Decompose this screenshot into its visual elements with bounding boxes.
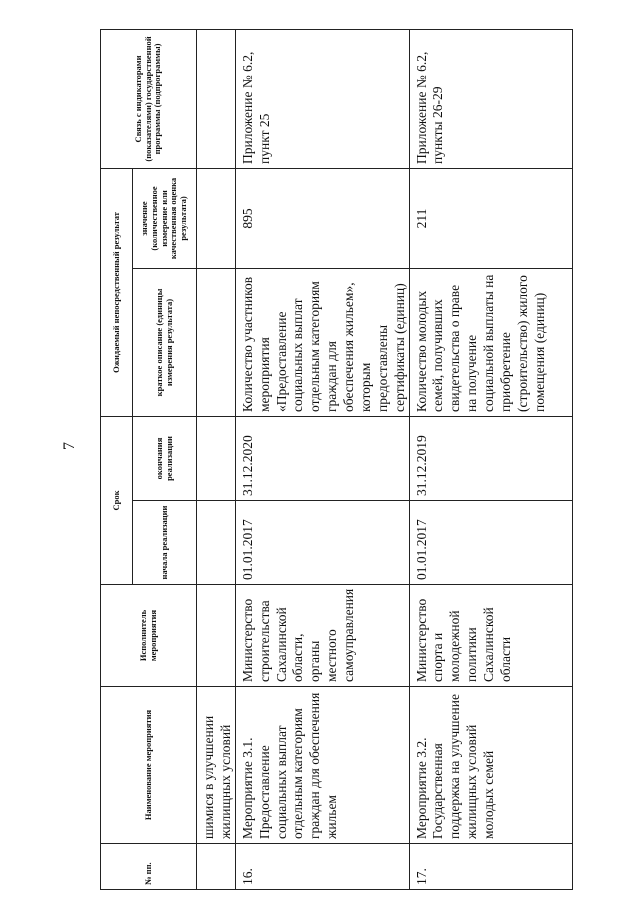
- cell-value: 211: [409, 168, 572, 268]
- header-num: № пп.: [101, 844, 197, 890]
- header-start: начала реализации: [133, 501, 197, 585]
- cell-empty: [197, 29, 236, 168]
- cell-short: Количество молодых семей, получивших свидетельства о праве на получение социальной выплаты на приобретение (строительство) жилого помещения (единиц): [409, 268, 572, 416]
- header-value: значение (количественное измерение или качественная оценка результата): [133, 168, 197, 268]
- cell-continuation-name: шимися в улучшении жилищных условий: [197, 687, 236, 844]
- cell-empty: [197, 585, 236, 687]
- cell-executor: Министерство спорта и молодежной политики Сахалинской области: [409, 585, 572, 687]
- table-row: [409, 29, 572, 889]
- events-table: [100, 29, 573, 890]
- cell-empty: [197, 501, 236, 585]
- cell-end: 31.12.2019: [409, 416, 572, 500]
- cell-empty: [197, 268, 236, 416]
- header-end: окончания реализации: [133, 416, 197, 500]
- cell-value: 895: [235, 168, 409, 268]
- header-expected: Ожидаемый непосредственный результат: [101, 168, 133, 416]
- header-row-1: [101, 29, 133, 889]
- cell-executor: Министерство строительства Сахалинской области, органы местного самоуправления: [235, 585, 409, 687]
- cell-short: Количество участников мероприятия «Предоставление социальных выплат отдельным категориям граждан для обеспечения жильем», которым предоставлены сертификаты (единиц): [235, 268, 409, 416]
- cell-name: Мероприятие 3.1. Предоставление социальных выплат отдельным категориям граждан для обеспечения жильем: [235, 687, 409, 844]
- cell-start: 01.01.2017: [235, 501, 409, 585]
- continuation-row: [197, 29, 236, 889]
- header-name: Наименование мероприятия: [101, 687, 197, 844]
- cell-start: 01.01.2017: [409, 501, 572, 585]
- cell-name: Мероприятие 3.2. Государственная поддержка на улучшение жилищных условий молодых семей: [409, 687, 572, 844]
- cell-empty: [197, 416, 236, 500]
- cell-link: Приложение № 6.2, пункт 25: [235, 29, 409, 168]
- cell-empty: [197, 844, 236, 890]
- table-row: [235, 29, 409, 889]
- cell-link: Приложение № 6.2, пункты 26-29: [409, 29, 572, 168]
- document-rotated-table: [100, 30, 555, 890]
- header-link: Связь с индикаторами (показателями) государственной программы (подпрограммы): [101, 29, 197, 168]
- header-executor: Исполнитель мероприятия: [101, 585, 197, 687]
- page-number: 7: [61, 442, 78, 450]
- header-term: Срок: [101, 416, 133, 584]
- cell-num: 17.: [409, 844, 572, 890]
- cell-end: 31.12.2020: [235, 416, 409, 500]
- header-short: краткое описание (единицы измерения результата): [133, 268, 197, 416]
- cell-empty: [197, 168, 236, 268]
- cell-num: 16.: [235, 844, 409, 890]
